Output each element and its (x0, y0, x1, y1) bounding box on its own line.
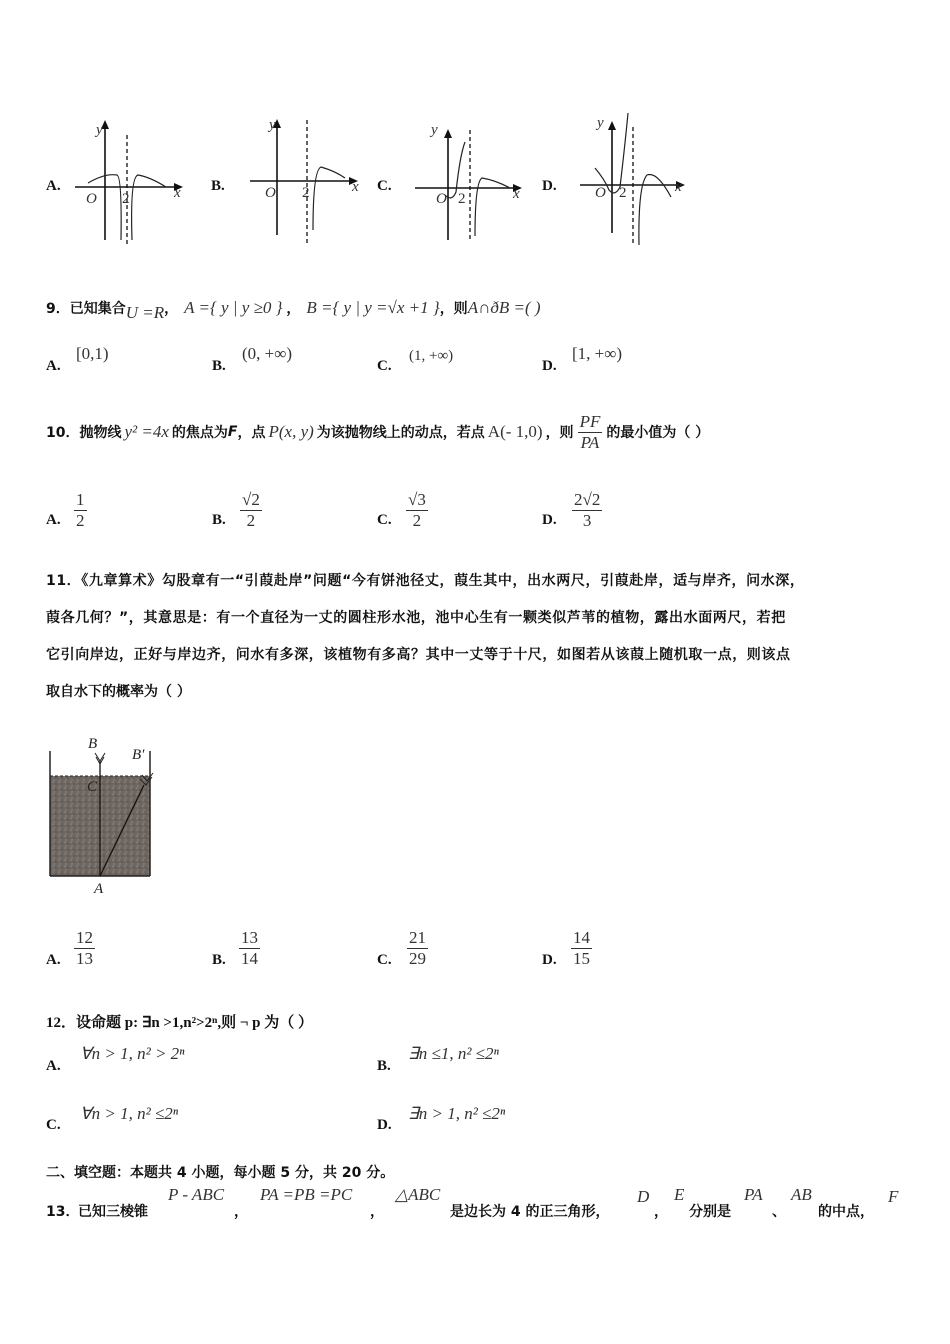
q10-point-p: P(x, y) (268, 422, 314, 441)
q9-stem-prefix: 已知集合 (69, 301, 126, 317)
q12-option-a: ∀n > 1, n² > 2ⁿ (80, 1044, 185, 1063)
q8-graph-a (70, 115, 190, 250)
q9-option-b: (0, +∞) (242, 344, 293, 363)
q9-set-b: B ={ y | y =√x +1 } (306, 298, 440, 317)
q11-option-b: $\frac{13}{14}$ (241, 928, 258, 968)
q10-options: A. $\frac{1}{2}$ B. $\frac{√2}{2}$ C. $\frac{√3}{2}$ D. $\frac{2√2}{3}$ (46, 490, 601, 530)
q8-option-b-label: B. (211, 178, 225, 194)
q13-segment-ab: AB (791, 1185, 812, 1204)
q13-segment-pa: PA (744, 1185, 763, 1204)
q10-stem: 10． 抛物线 y² =4x 的焦点为 F ，点 P(x, y) 为该抛物线上的动点，若点 A(- 1,0) ，则 $\frac{PF}{PA}$ 的最小值为（ ） (46, 411, 710, 452)
q8-option-d-label: D. (542, 178, 557, 194)
svg-text:2: 2 (458, 191, 466, 207)
svg-text:B: B (88, 736, 98, 752)
svg-text:x: x (675, 179, 682, 195)
svg-text:O: O (265, 185, 276, 201)
q13-number: 13． (46, 1204, 80, 1220)
svg-text:B′: B′ (132, 747, 145, 763)
q9-option-c: (1, +∞) (409, 348, 454, 364)
svg-text:x: x (174, 185, 181, 201)
svg-text:x: x (352, 179, 359, 195)
q11-stem: 11．《九章算术》勾股章有一“引葭赴岸”问题“今有饼池径丈，葭生其中，出水两尺，引葭赴岸，适与岸齐，问水深， 葭各几何？”，其意思是：有一个直径为一丈的圆柱形水池，池中心生有一颗类似芦苇的植物，露出水面两尺，若把 它引向岸边，正好与岸边齐，问水有多深，该植物有多高？其中一丈等于十尺，如图若从该葭上随机取一点，则该点 取自水下的概率为（ ） (46, 573, 805, 700)
q12-options: A. ∀n > 1, n² > 2ⁿ B. ∃n ≤1, n² ≤2ⁿ C. ∀n > 1, n² ≤2ⁿ D. ∃n > 1, n² ≤2ⁿ (46, 1044, 506, 1133)
svg-text:y: y (431, 122, 438, 138)
q8-graph-d (575, 105, 695, 250)
q8-option-a-label: A. (46, 178, 61, 194)
q13-stem: 13． 已知三棱锥 P - ABC ， PA =PB =PC ， △ABC 是边长为 4 的正三角形， D ， E 分别是 PA 、 AB 的中点， F (46, 1185, 899, 1220)
q9-stem: 9． 已知集合 U =R ， A ={ y | y ≥0 } ， B ={ y | y =√x +1 } ，则 A∩ð B =( ) (46, 298, 541, 322)
svg-text:y: y (597, 115, 604, 131)
q13-pyramid: P - ABC (168, 1185, 225, 1204)
svg-text:O: O (86, 191, 97, 207)
svg-text:A: A (94, 881, 104, 897)
q13-point-f: F (888, 1187, 899, 1206)
svg-text:O: O (595, 185, 606, 201)
q12-stem: 12．设命题 p: ∃n >1,n²>2ⁿ,则 ¬ p 为（ ） (46, 1015, 313, 1031)
q12-option-c: ∀n > 1, n² ≤2ⁿ (80, 1104, 179, 1123)
q9-expression: A∩ð (467, 298, 499, 317)
q10-option-a: $\frac{1}{2}$ (76, 490, 85, 530)
q10-option-b: $\frac{√2}{2}$ (242, 490, 260, 530)
q10-option-d: $\frac{2√2}{3}$ (574, 490, 601, 530)
svg-text:y: y (269, 117, 276, 133)
q11-option-d: $\frac{14}{15}$ (573, 928, 590, 968)
q12-option-b: ∃n ≤1, n² ≤2ⁿ (408, 1044, 499, 1063)
q12-option-d: ∃n > 1, n² ≤2ⁿ (408, 1104, 506, 1123)
q10-number: 10． (46, 425, 80, 441)
q12-number: 12． (46, 1015, 77, 1031)
q11-pond-figure (46, 733, 161, 898)
q9-set-a: A ={ y | y ≥0 } (184, 298, 283, 317)
q11-options: A. $\frac{12}{13}$ B. $\frac{13}{14}$ C. $\frac{21}{29}$ D. $\frac{14}{15}$ (46, 928, 590, 968)
q9-number: 9． (46, 301, 70, 317)
q9-universal-set: U =R (125, 303, 165, 322)
svg-text:2: 2 (619, 185, 627, 201)
q8a-y-label: y (96, 122, 103, 138)
svg-text:x: x (513, 186, 520, 202)
q13-point-d: D (637, 1187, 650, 1206)
q11-option-a: $\frac{12}{13}$ (76, 928, 93, 968)
q10-ratio: $\frac{PF}{PA}$ (579, 411, 601, 452)
q13-triangle: △ABC (395, 1185, 441, 1204)
q9-options: A. [0,1) B. (0, +∞) C. (1, +∞) D. [1, +∞) (46, 344, 623, 374)
svg-text:O: O (436, 191, 447, 207)
svg-text:2: 2 (122, 191, 130, 207)
section-heading: 二、填空题：本题共 4 小题，每小题 5 分，共 20 分。 (46, 1165, 395, 1181)
q9-option-a: [0,1) (76, 344, 109, 363)
q13-equal-edges: PA =PB =PC (260, 1185, 353, 1204)
svg-text:2: 2 (302, 185, 310, 201)
q9-option-d: [1, +∞) (572, 344, 623, 363)
q8-graph-c (410, 110, 530, 250)
q10-parabola-eq: y² =4x (124, 422, 169, 441)
q11-option-c: $\frac{21}{29}$ (409, 928, 426, 968)
q8-graph-b (245, 115, 370, 250)
svg-text:C: C (87, 779, 98, 795)
q13-point-e: E (674, 1185, 685, 1204)
q8-option-c-label: C. (377, 178, 392, 194)
q10-option-c: $\frac{√3}{2}$ (408, 490, 426, 530)
q10-point-a: A(- 1,0) (487, 422, 543, 441)
